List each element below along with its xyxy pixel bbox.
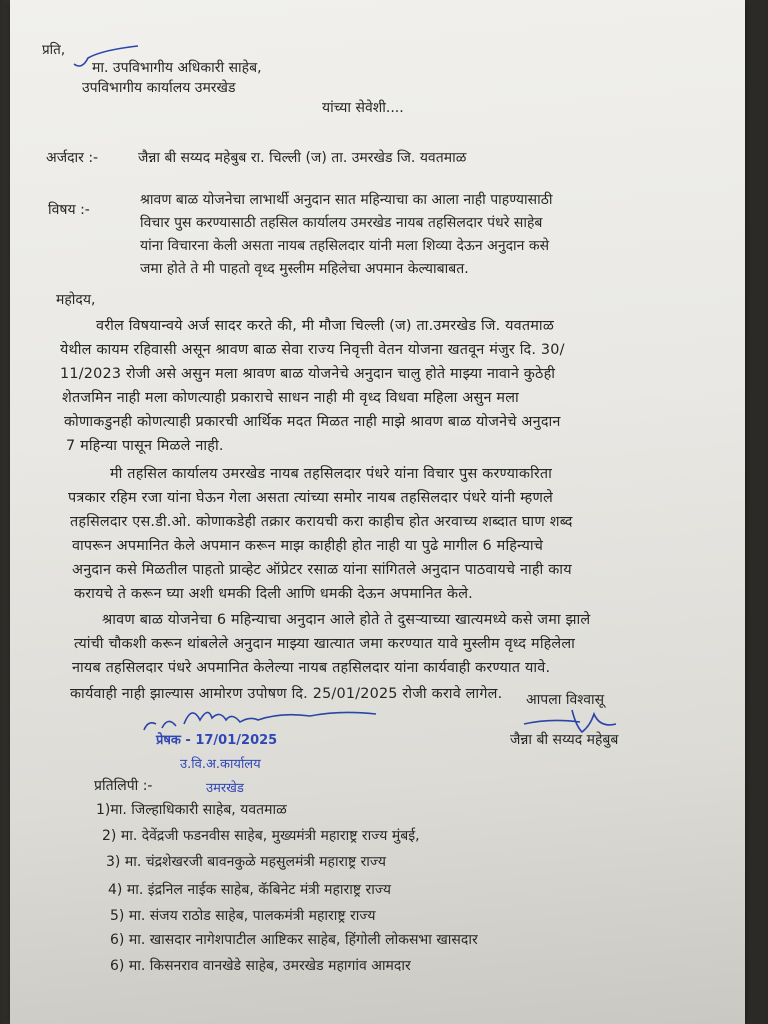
recipient-line-1: मा. उपविभागीय अधिकारी साहेब,: [92, 60, 262, 76]
body-line: तहसिलदार एस.डी.ओ. कोणाकडेही तक्रार करायची करा काहीच होत अरवाच्य शब्दात घाण शब्द: [70, 514, 573, 530]
body-line: कार्यवाही नाही झाल्यास आमोरण उपोषण दि. 25/01/2025 रोजी करावे लागेल.: [70, 686, 503, 702]
body-line: वरील विषयान्वये अर्ज सादर करते की, मी मौजा चिल्ली (ज) ता.उमरखेड जि. यवतमाळ: [96, 318, 554, 334]
body-line: वापरून अपमानित केले अपमान करून माझ काहीही होत नाही या पुढे मागील 6 महिन्याचे: [72, 538, 544, 554]
stamp-line-3: उमरखेड: [206, 781, 244, 796]
cc-item: 6) मा. किसनराव वानखेडे साहेब, उमरखेड महागांव आमदार: [110, 958, 411, 974]
cc-item: 4) मा. इंद्रनिल नाईक साहेब, कॅबिनेट मंत्री महाराष्ट्र राज्य: [108, 882, 391, 898]
letter-paper: [10, 0, 745, 1024]
greeting: महोदय,: [56, 292, 96, 308]
body-line: अनुदान कसे मिळतील पाहतो प्राव्हेट ऑप्रेटर रसाळ यांना सांगितले अनुदान पाठवायचे नाही काय: [72, 562, 572, 578]
cc-item: 3) मा. चंद्रशेखरजी बावनकुळे महसुलमंत्री महाराष्ट्र राज्य: [106, 854, 387, 870]
body-line: त्यांची चौकशी करून थांबलेले अनुदान माझ्या खात्यात जमा करण्यात यावे मुस्लीम वृध्द महिलेला: [74, 636, 576, 652]
body-line: नायब तहसिलदार पंधरे अपमानित केलेल्या नायब तहसिलदार यांना कार्यवाही करण्यात यावे.: [72, 660, 551, 676]
recipient-sevashi: यांच्या सेवेशी....: [322, 100, 404, 116]
subject-line: विचार पुस करण्यासाठी तहसिल कार्यालय उमरखेड नायब तहसिलदार पंधरे साहेब: [140, 215, 543, 231]
recipient-line-2: उपविभागीय कार्यालय उमरखेड: [82, 80, 236, 96]
body-line: पत्रकार रहिम रजा यांना घेऊन गेला असता त्यांच्या समोर नायब तहसिलदार पंधरे यांनी म्हणले: [68, 490, 554, 506]
body-line: शेतजमिन नाही मला कोणत्याही प्रकाराचे साधन नाही मी वृध्द विधवा महिला असुन मला: [62, 390, 519, 406]
applicant-value: जैन्ना बी सय्यद महेबुब रा. चिल्ली (ज) ता. उमरखेड जि. यवतमाळ: [138, 150, 467, 166]
salutation: प्रति,: [42, 42, 66, 58]
body-line: श्रावण बाळ योजनेचा 6 महिन्याचा अनुदान आले होते ते दुसऱ्याच्या खात्यमध्ये कसे जमा झाले: [102, 612, 591, 628]
subject-line: जमा होते ते मी पाहतो वृध्द मुस्लीम महिलेचा अपमान केल्याबाबत.: [140, 261, 469, 277]
body-line: येथील कायम रहिवासी असून श्रावण बाळ सेवा राज्य निवृत्ती वेतन योजना खतवून मंजुर दि. 30/: [60, 342, 565, 358]
body-line: मी तहसिल कार्यालय उमरखेड नायब तहसिलदार पंधरे यांना विचार पुस करण्याकरिता: [110, 466, 553, 482]
body-line: 7 महिन्या पासून मिळले नाही.: [66, 438, 224, 454]
applicant-label: अर्जदार :-: [46, 150, 99, 166]
cc-item: 5) मा. संजय राठोड साहेब, पालकमंत्री महाराष्ट्र राज्य: [110, 908, 376, 924]
cc-item: 1)मा. जिल्हाधिकारी साहेब, यवतमाळ: [96, 802, 287, 818]
subject-label: विषय :-: [48, 202, 90, 218]
stamp-line-1: प्रेषक - 17/01/2025: [156, 733, 278, 748]
closing-name: जैन्ना बी सय्यद महेबुब: [510, 732, 619, 748]
body-line: 11/2023 रोजी असे असुन मला श्रावण बाळ योजनेचे अनुदान चालु होते माझ्या नावाने कुठेही: [60, 366, 556, 382]
cc-item: 2) मा. देवेंद्रजी फडनवीस साहेब, मुख्यमंत्री महाराष्ट्र राज्य मुंबई,: [102, 828, 420, 844]
stamp-line-2: उ.वि.अ.कार्यालय: [180, 757, 261, 772]
subject-line: श्रावण बाळ योजनेचा लाभार्थी अनुदान सात महिन्याचा का आला नाही पाहण्यासाठी: [140, 192, 553, 208]
cc-item: 6) मा. खासदार नागेशपाटील आष्टिकर साहेब, हिंगोली लोकसभा खासदार: [110, 932, 478, 948]
closing-yours: आपला विश्वासू: [526, 692, 605, 708]
body-line: कोणाकडुनही कोणत्याही प्रकारची आर्थिक मदत मिळत नाही माझे श्रावण बाळ योजनेचे अनुदान: [64, 414, 561, 430]
body-line: करायचे ते करून घ्या अशी धमकी दिली आणि धमकी देऊन अपमानित केले.: [74, 586, 473, 602]
cc-label: प्रतिलिपी :-: [94, 778, 153, 794]
subject-line: यांना विचारना केली असता नायब तहसिलदार यांनी मला शिव्या देऊन अनुदान कसे: [140, 238, 550, 254]
